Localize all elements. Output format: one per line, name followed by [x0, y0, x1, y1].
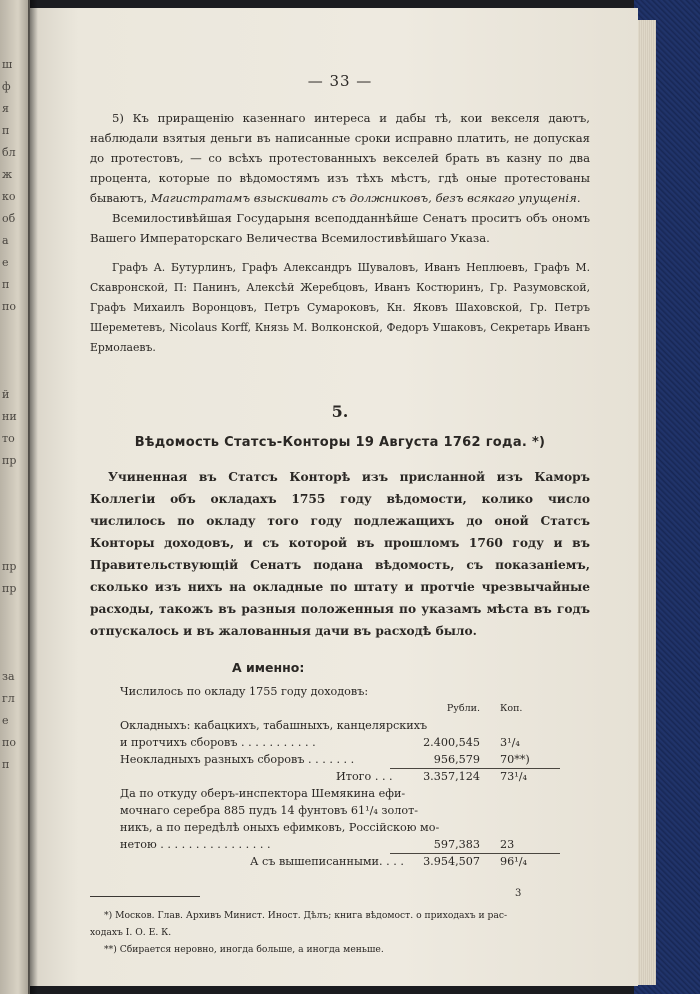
- table-row: [90, 751, 590, 768]
- row-label: Да по откуду оберъ-инспектора Шемякина ефи-: [120, 787, 406, 800]
- left-page-fragment: бл: [2, 146, 16, 159]
- table-intro-row: [90, 683, 590, 700]
- left-page-fragment: гл: [2, 692, 15, 705]
- table-row: [90, 717, 590, 734]
- table-row: [90, 734, 590, 751]
- left-page-fragment: я: [2, 102, 9, 115]
- signatures: Графъ А. Бутурлинъ, Графъ Александръ Шуваловъ, Иванъ Неплюевъ, Графъ М. Скавронской, П: Панинъ, Алексѣй Жеребцовъ, Иванъ Костюринъ, Гр. Разумовской, Графъ Михаилъ Воронцовъ, Петръ Сумароковъ, Кн. Яковъ Шаховской, Гр. Петръ Шереметевъ, Nicolaus Korff, Князь М. Волконской, Федоръ Ушаковъ, Секретарь Иванъ Ермолаевъ.: [90, 261, 590, 354]
- table-intro-line: Числилось по окладу 1755 году доходовъ:: [120, 685, 369, 698]
- page-number: — 33 —: [307, 72, 373, 90]
- table-row: [90, 836, 590, 853]
- left-page-fragment: ко: [2, 190, 16, 203]
- row-label: и протчихъ сборовъ . . . . . . . . . . .: [120, 736, 316, 749]
- row-label: никъ, а по передѣлѣ оныхъ ефимковъ, Россійскою мо-: [120, 821, 440, 834]
- column-header-kopecks: Коп.: [500, 703, 523, 714]
- row-rubles: 3.954,507: [423, 855, 480, 868]
- row-rubles: 3.357,124: [423, 770, 480, 783]
- section-number: 5.: [331, 402, 349, 421]
- table-row: [90, 802, 590, 819]
- left-page-fragment: за: [2, 670, 15, 683]
- table-header-row: [90, 700, 590, 717]
- footnote-rule: [90, 896, 200, 897]
- table-row: [90, 785, 590, 802]
- book-page: [30, 8, 638, 986]
- left-page-fragment: по: [2, 300, 16, 313]
- row-label: Неокладныхъ разныхъ сборовъ . . . . . . .: [120, 753, 355, 766]
- table-row-total: [90, 853, 590, 870]
- table-row: [90, 819, 590, 836]
- subheading: А именно:: [232, 660, 305, 675]
- row-kopecks: 73¹/₄: [500, 770, 527, 783]
- revenue-table: [90, 683, 590, 870]
- clause-5-paragraph: [90, 108, 590, 208]
- left-page-fragment: й: [2, 388, 10, 401]
- row-label: нетою . . . . . . . . . . . . . . . .: [120, 838, 271, 851]
- left-page-fragment: пр: [2, 560, 17, 573]
- statement-intro: Учиненная въ Статсъ Конторѣ изъ присланной изъ Каморъ Коллегіи объ окладахъ 1755 году вѣдомости, колико число числилось по окладу того году подлежащихъ до оной Статсъ Конторы доходовъ, и съ которой въ прошломъ 1760 году и въ Правительствующій Сенатъ подана вѣдомость, съ показаніемъ, сколько изъ нихъ на окладные по штату и протчіе чрезвычайные расходы, такожъ въ разныя положенныя по указамъ мѣста въ годъ отпускалось и въ жалованныя дачи въ расходѣ было.: [90, 470, 590, 638]
- footnote-1-continued: ходахъ I. О. Е. К.: [90, 927, 172, 938]
- petition-paragraph: Всемилостивѣйшая Государыня всеподданнѣйше Сенатъ проситъ объ ономъ Вашего Императорскаго Величества Всемилостивѣйшаго Указа.: [90, 211, 590, 245]
- table-row-subtotal: [90, 768, 590, 785]
- row-kopecks: 70**): [500, 753, 530, 766]
- footnote-2: **) Сбирается неровно, иногда больше, а иногда меньше.: [104, 944, 384, 955]
- left-page-fragment: об: [2, 212, 16, 225]
- left-page-fragment: п: [2, 124, 10, 137]
- row-label: мочнаго серебра 885 пудъ 14 фунтовъ 61¹/₄ золот-: [120, 804, 419, 817]
- row-kopecks: 3¹/₄: [500, 736, 520, 749]
- row-rubles: 956,579: [433, 753, 480, 766]
- adjacent-page-edge: [0, 0, 30, 994]
- left-page-fragment: п: [2, 758, 10, 771]
- left-page-fragment: а: [2, 234, 9, 247]
- column-header-rubles: Рубли.: [446, 703, 480, 714]
- clause-5-text: 5) Къ приращенію казеннаго интереса и дабы тѣ, кои векселя даютъ, наблюдали взятыя деньги въ написанные сроки исправно платить, не допуская до протестовъ, — со всѣхъ протестованныхъ векселей брать въ казну по два процента, которые по вѣдомостямъ изъ тѣхъ мѣстъ, гдѣ оные протестованы бываютъ,: [90, 111, 590, 205]
- left-page-fragment: ш: [2, 58, 13, 71]
- left-page-fragment: п: [2, 278, 10, 291]
- page-content: [90, 72, 590, 958]
- left-page-fragment: е: [2, 714, 9, 727]
- printer-signature-mark: 3: [515, 888, 522, 899]
- row-rubles: 2.400,545: [423, 736, 480, 749]
- row-kopecks: 96¹/₄: [500, 855, 527, 868]
- left-page-fragment: ф: [2, 80, 11, 93]
- row-rubles: 597,383: [433, 838, 480, 851]
- section-title: Вѣдомость Статсъ-Конторы 19 Августа 1762 года. *): [134, 435, 546, 450]
- clause-5-italic: Магистратамъ взыскивать съ должниковъ, безъ всякаго упущенія.: [150, 191, 581, 205]
- row-label: А съ вышеписанными. . . .: [250, 855, 404, 868]
- footnote-1: *) Москов. Глав. Архивъ Минист. Иност. Дѣлъ; книга вѣдомост. о приходахъ и рас-: [104, 910, 508, 921]
- left-page-fragment: по: [2, 736, 16, 749]
- left-page-fragment: пр: [2, 454, 17, 467]
- spine-shadow: [28, 0, 38, 994]
- left-page-fragment: ж: [2, 168, 13, 181]
- row-label: Окладныхъ: кабацкихъ, табашныхъ, канцелярскихъ: [120, 719, 428, 732]
- row-label: Итого . . .: [336, 770, 393, 783]
- left-page-fragment: ни: [2, 410, 17, 423]
- left-page-fragment: пр: [2, 582, 17, 595]
- left-page-fragment: то: [2, 432, 15, 445]
- left-page-fragment: е: [2, 256, 9, 269]
- row-kopecks: 23: [500, 838, 515, 851]
